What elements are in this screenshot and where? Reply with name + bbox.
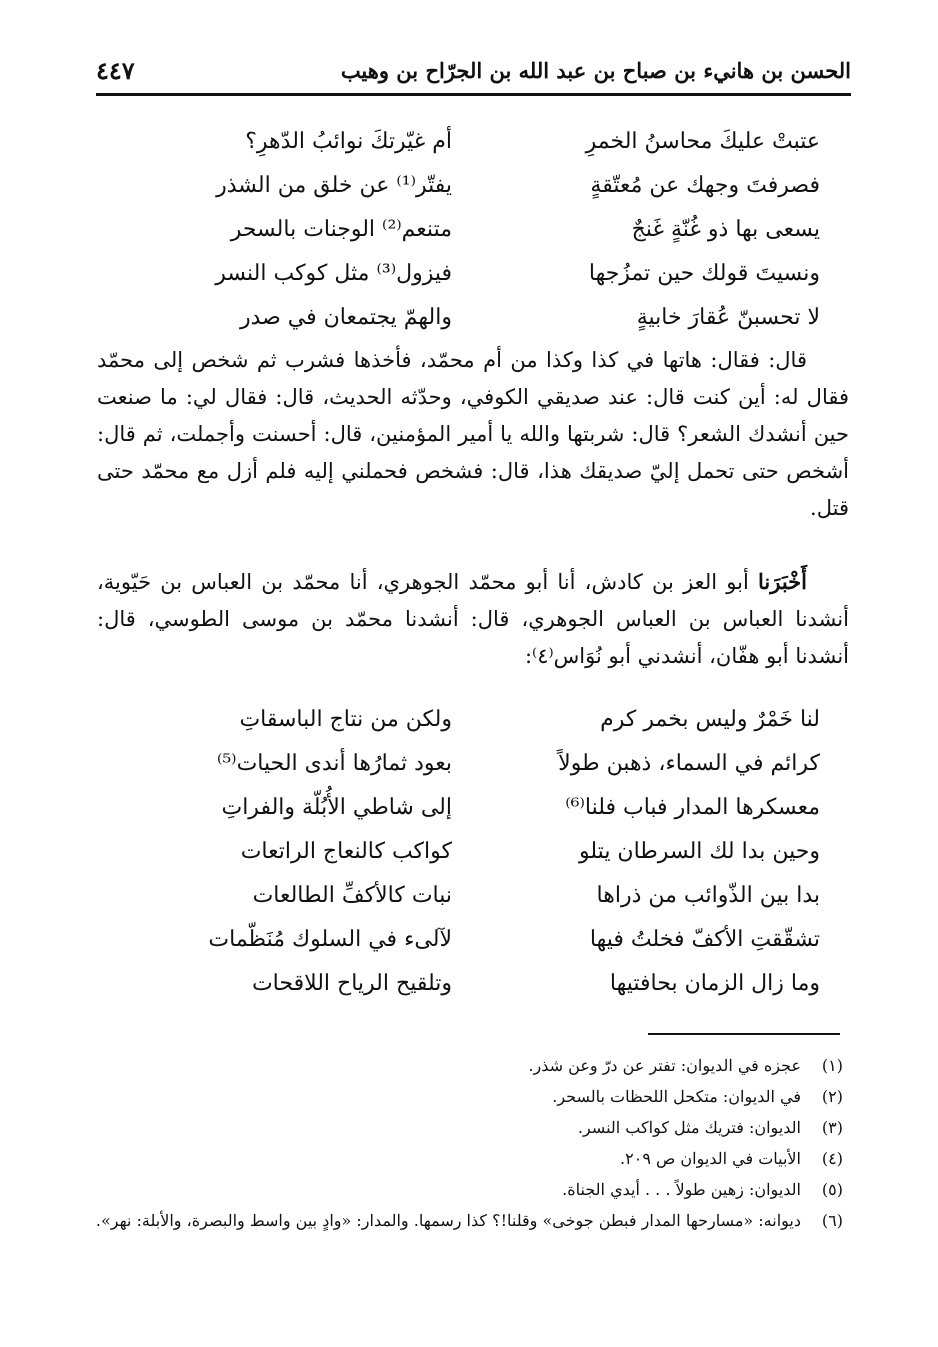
verse-second-hemistich: يفتّر⁽¹⁾ عن خلق من الشذر [216, 173, 452, 198]
verse-line [140, 252, 820, 296]
footnote-number: (٦) [821, 1211, 843, 1230]
footnote [95, 1143, 843, 1174]
verse-line [140, 918, 820, 962]
verse-line [140, 120, 820, 164]
verse-line [140, 874, 820, 918]
verse-first-hemistich: بدا بين الذّوائب من ذراها [596, 883, 820, 908]
footnote [95, 1174, 843, 1205]
footnote-text: ديوانه: «مسارحها المدار فبطن جوخى» وقلنا!؟ كذا رسمها. والمدار: «وادٍ بين واسط والبصرة، والأبلة: نهر». [95, 1211, 801, 1230]
verse-line [140, 742, 820, 786]
verse-line [140, 830, 820, 874]
running-header [96, 52, 851, 94]
poem-block-1 [140, 120, 820, 340]
footnote-text: الديوان: زهين طولاً . . . أيدي الجناة. [562, 1180, 801, 1199]
verse-line [140, 698, 820, 742]
header-title: الحسن بن هانيء بن صباح بن عبد الله بن الجرّاح بن وهيب [340, 58, 851, 83]
prose-paragraph-1 [97, 342, 849, 527]
verse-first-hemistich: لا تحسبنّ عُقارَ خابيةٍ [636, 305, 820, 330]
footnote-separator [648, 1033, 840, 1035]
footnote-number: (٥) [821, 1180, 843, 1199]
verse-line [140, 164, 820, 208]
footnote-number: (٤) [821, 1149, 843, 1168]
verse-second-hemistich: والهمّ يجتمعان في صدر [239, 305, 452, 330]
verse-second-hemistich: كواكب كالنعاج الراتعات [240, 839, 452, 864]
poem-block-2 [140, 698, 820, 1006]
footnote [95, 1050, 843, 1081]
verse-second-hemistich: وتلقيح الرياح اللاقحات [251, 971, 452, 996]
footnote-text: في الديوان: متكحل اللحظات بالسحر. [552, 1087, 801, 1106]
verse-second-hemistich: أم غيّرتكَ نوائبُ الدّهرِ؟ [245, 129, 452, 154]
verse-second-hemistich: لآلىء في السلوك مُنَظّمات [208, 927, 452, 952]
footnote [95, 1112, 843, 1143]
verse-first-hemistich: يسعى بها ذو غُنّةٍ غَنجٌ [631, 217, 820, 242]
verse-line [140, 208, 820, 252]
verse-first-hemistich: كرائم في السماء، ذهبن طولاً [558, 751, 820, 776]
verse-first-hemistich: وما زال الزمان بحافتيها [609, 971, 820, 996]
verse-first-hemistich: عتبتْ عليكَ محاسنُ الخمرِ [585, 129, 820, 154]
verse-second-hemistich: متنعم⁽²⁾ الوجنات بالسحر [230, 217, 452, 242]
verse-line [140, 786, 820, 830]
verse-line [140, 962, 820, 1006]
paragraph-lead-word: أَخْبَرَنا [758, 569, 807, 594]
footnote-number: (٢) [821, 1087, 843, 1106]
verse-first-hemistich: تشقّقتِ الأكفّ فخلتُ فيها [589, 927, 820, 952]
verse-first-hemistich: لنا خَمْرٌ وليس بخمر كرم [600, 707, 820, 732]
paragraph-text: قال: فقال: هاتها في كذا وكذا من أم محمّد، فأخذها فشرب ثم شخص إلى محمّد فقال له: أين كنت قال: عند صديقي الكوفي، وحدّثه الحديث، قال: فقال لي: ما صنعت حين أنشدك الشعر؟ قال: شربتها والله يا أمير المؤمنين، قال: أحسنت وأجملت، ثم قال: أشخص حتى تحمل إليّ صديقك هذا، قال: فشخص فحملني إليه فلم أزل مع محمّد حتى قتل. [97, 348, 849, 520]
footnote-text: الديوان: فتريك مثل كواكب النسر. [577, 1118, 801, 1137]
verse-second-hemistich: نبات كالأكفِّ الطالعات [252, 883, 452, 908]
verse-line [140, 296, 820, 340]
footnote-text: عجزه في الديوان: تفتر عن درّ وعن شذر. [528, 1056, 801, 1075]
verse-second-hemistich: ولكن من نتاج الباسقاتِ [239, 707, 452, 732]
verse-second-hemistich: بعود ثمارُها أندى الحيات⁽⁵⁾ [216, 751, 452, 776]
footnotes [95, 1050, 843, 1236]
paragraph-text: أبو العز بن كادش، أنا أبو محمّد الجوهري، أنا محمّد بن العباس بن حَيّوية، أنشدنا العباس بن العباس الجوهري، قال: أنشدنا محمّد بن موسى الطوسي، قال: أنشدنا أبو هفّان، أنشدني أبو نُوَاس⁽٤⁾: [97, 570, 849, 668]
verse-second-hemistich: فيزول⁽³⁾ مثل كوكب النسر [215, 261, 452, 286]
footnote-number: (٣) [821, 1118, 843, 1137]
verse-first-hemistich: وحين بدا لك السرطان يتلو [579, 839, 820, 864]
prose-paragraph-2 [97, 563, 849, 675]
footnote-text: الأبيات في الديوان ص ٢٠٩. [620, 1149, 801, 1168]
verse-first-hemistich: ونسيتَ قولك حين تمزُجها [588, 261, 820, 286]
footnote [95, 1081, 843, 1112]
verse-second-hemistich: إلى شاطي الأُبُلّة والفراتِ [221, 795, 452, 820]
footnote [95, 1205, 843, 1236]
footnote-number: (١) [821, 1056, 843, 1075]
verse-first-hemistich: فصرفتَ وجهك عن مُعتّقةٍ [590, 173, 820, 198]
paragraph-2-container [97, 563, 849, 675]
page-number: ٤٤٧ [96, 56, 135, 85]
verse-first-hemistich: معسكرها المدار فباب فلنا⁽⁶⁾ [565, 795, 820, 820]
header-rule [96, 93, 851, 96]
